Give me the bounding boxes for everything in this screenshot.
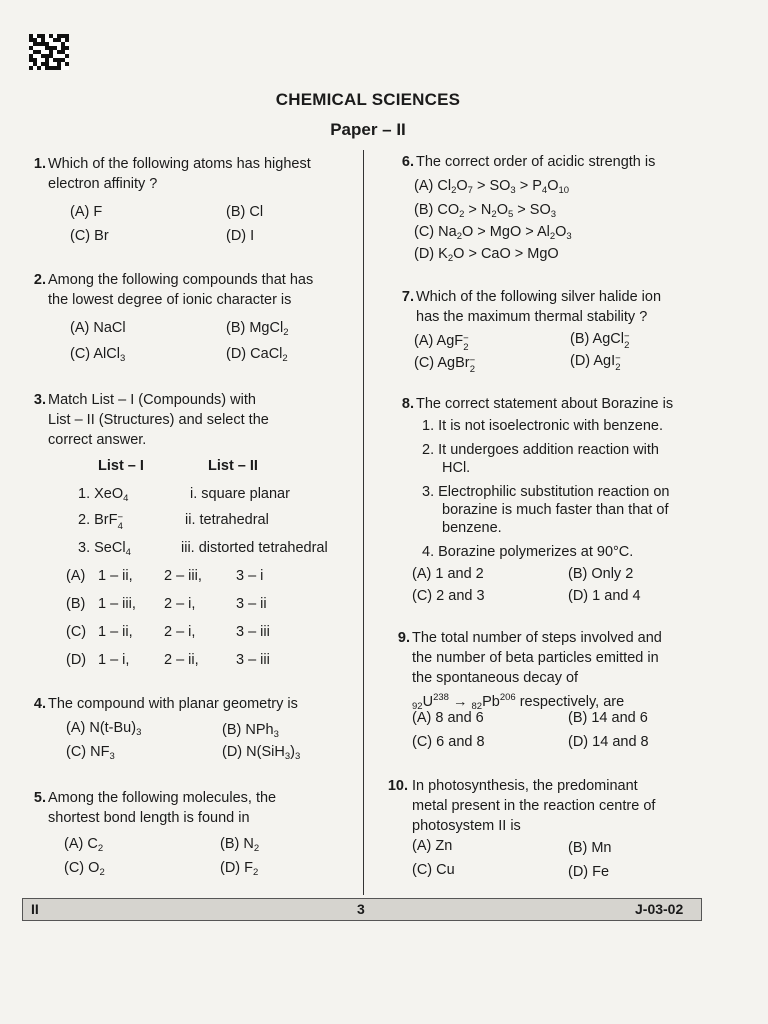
question-number: 2. [33,272,46,288]
question-text-tail: respectively, are [519,694,625,710]
question-text [48,390,269,450]
option-b[interactable]: (B) $N_2$ [220,836,260,854]
booklet-code: J-03-02 [635,901,684,917]
option-c-part: 1 – ii, [98,624,133,640]
option-b-part: 3 – ii [236,596,267,612]
option-d[interactable]: (D) 1 and 4 [568,588,641,604]
question-text-line: correct answer. [48,432,147,448]
question-text-line: The compound with planar geometry is [48,696,298,712]
question-text [412,628,662,717]
question-8 [392,394,712,606]
option-d[interactable]: (D) Fe [568,864,610,880]
option-b[interactable]: (B) [66,596,86,612]
option-c[interactable]: (C) Br [70,228,109,244]
list-2-heading: List – II [208,458,258,474]
list-1-item: 3. SeCl$_4$ [78,540,131,558]
option-c[interactable]: (C) Cu [412,862,455,878]
question-text-line: shortest bond length is found in [48,810,250,826]
question-text [48,270,313,310]
option-d[interactable]: (D) CaCl$_2$ [226,346,288,364]
question-number: 7. [401,289,414,305]
question-text-line: The correct statement about Borazine is [416,396,674,412]
question-7 [392,287,712,379]
option-c[interactable]: (C) $Na_2O$ > MgO > $Al_2O_3$ [414,224,572,242]
question-1 [24,154,364,244]
option-c[interactable]: (C) $NF_3$ [66,744,115,762]
option-c[interactable]: (C) [66,624,87,640]
question-text-line: Which of the following silver halide ion [416,289,662,305]
question-5 [24,788,364,880]
question-text-line: has the maximum thermal stability ? [416,309,648,325]
option-a[interactable]: (A) [66,568,86,584]
question-text-line: Which of the following atoms has highest [48,156,311,172]
option-c[interactable]: (C) AlCl$_3$ [70,346,126,364]
option-d[interactable]: (D) $F_2$ [220,860,259,878]
statement-continued: HCl. [442,460,471,476]
statement: 4. Borazine polymerizes at 90°C. [422,544,634,560]
question-10 [386,776,716,888]
question-number: 6. [401,154,414,170]
question-text-line: Among the following compounds that has [48,272,314,288]
option-a[interactable]: (A) F [70,204,103,220]
option-d[interactable]: (D) $K_2O$ > CaO > MgO [414,246,559,264]
question-text-line: metal present in the reaction centre of [412,798,656,814]
option-b-part: 2 – i, [164,596,196,612]
option-a[interactable]: (A) 1 and 2 [412,566,484,582]
option-a[interactable]: (A) $Cl_2O_7 > SO_3 > P_4O_{10}$ [414,178,570,196]
option-d[interactable]: (D) I [226,228,255,244]
option-d[interactable]: (D) AgI− 2 [570,353,621,373]
option-c[interactable]: (C) 2 and 3 [412,588,485,604]
question-number: 8. [401,396,414,412]
question-2 [24,270,364,370]
question-number: 5. [33,790,46,806]
option-c[interactable]: (C) 6 and 8 [412,734,485,750]
question-text-line: The correct order of acidic strength is [416,154,656,170]
question-text-line: the number of beta particles emitted in [412,650,659,666]
question-9 [388,628,714,752]
option-d-part: 1 – i, [98,652,130,668]
option-b[interactable]: (B) NPh$_3$ [222,722,279,740]
statement-continued: borazine is much faster than that of [442,502,669,518]
question-text-line: the spontaneous decay of [412,670,579,686]
question-text-line: electron affinity ? [48,176,158,192]
question-number: 10. [387,778,408,794]
question-number: 3. [33,392,46,408]
question-text [48,154,311,194]
paper-subtitle: Paper – II [330,120,406,139]
list-1-heading: List – I [98,458,144,474]
list-2-item: i. square planar [190,486,290,502]
option-c-part: 2 – i, [164,624,196,640]
option-b[interactable]: (B) $CO_2 > N_2O_5 > SO_3$ [414,202,557,220]
option-b[interactable]: (B) AgCl− 2 [570,331,630,351]
question-6 [392,152,712,264]
question-number: 4. [33,696,46,712]
option-c[interactable]: (C) AgBr− 2 [414,355,476,375]
question-text [416,394,673,414]
question-3 [24,390,364,680]
option-a-part: 3 – i [236,568,264,584]
option-b[interactable]: (B) Mn [568,840,612,856]
option-a[interactable]: (A) $C_2$ [64,836,104,854]
option-a[interactable]: (A) $N(t-Bu)_3$ [66,720,142,738]
question-text-line: Match List – I (Compounds) with [48,392,256,408]
decay-equation: $_{92}U^{238} \to _{82}Pb^{206}$ respectively, are [412,692,625,712]
question-text [416,287,661,327]
footer-paper-label: II [31,901,39,917]
question-4 [24,694,364,774]
statement-continued: benzene. [442,520,502,536]
statement: 1. It is not isoelectronic with benzene. [422,418,663,434]
option-b[interactable]: (B) 14 and 6 [568,710,648,726]
question-text-line: the lowest degree of ionic character is [48,292,292,308]
option-b-part: 1 – iii, [98,596,136,612]
question-text-line: photosystem II is [412,818,521,834]
page-title: CHEMICAL SCIENCES [275,90,461,109]
option-c[interactable]: (C) $O_2$ [64,860,105,878]
statement: 2. It undergoes addition reaction with [422,442,659,458]
question-text [48,694,298,714]
footer-bar [22,898,702,921]
list-1-item: 1. XeO$_4$ [78,486,129,504]
question-text-line: Among the following molecules, the [48,790,277,806]
question-number: 1. [33,156,46,172]
question-text-line: The total number of steps involved and [412,630,662,646]
option-a-part: 1 – ii, [98,568,133,584]
question-text-line: List – II (Structures) and select the [48,412,269,428]
option-b[interactable]: (B) Cl [226,204,264,220]
page-number: 3 [357,901,365,917]
option-b[interactable]: (B) Only 2 [568,566,634,582]
question-text [412,776,655,836]
option-c-part: 3 – iii [236,624,270,640]
option-d-part: 3 – iii [236,652,270,668]
statement: 3. Electrophilic substitution reaction on [422,484,670,500]
option-a[interactable]: (A) AgF− 2 [414,333,469,353]
option-d-part: 2 – ii, [164,652,199,668]
list-2-item: ii. tetrahedral [185,512,269,528]
question-text [416,152,655,172]
question-text-line: In photosynthesis, the predominant [412,778,638,794]
list-1-item: 2. BrF− 4 [78,512,124,532]
option-b[interactable]: (B) MgCl$_2$ [226,320,289,338]
question-number: 9. [397,630,410,646]
list-2-item: iii. distorted tetrahedral [181,540,328,556]
qr-code-icon [29,34,69,70]
option-a[interactable]: (A) NaCl [70,320,126,336]
question-text [48,788,276,828]
option-a[interactable]: (A) Zn [412,838,453,854]
option-a-part: 2 – iii, [164,568,202,584]
option-d[interactable]: (D) [66,652,87,668]
option-d[interactable]: (D) 14 and 8 [568,734,649,750]
option-d[interactable]: (D) $N(SiH_3)_3$ [222,744,301,762]
option-a[interactable]: (A) 8 and 6 [412,710,484,726]
